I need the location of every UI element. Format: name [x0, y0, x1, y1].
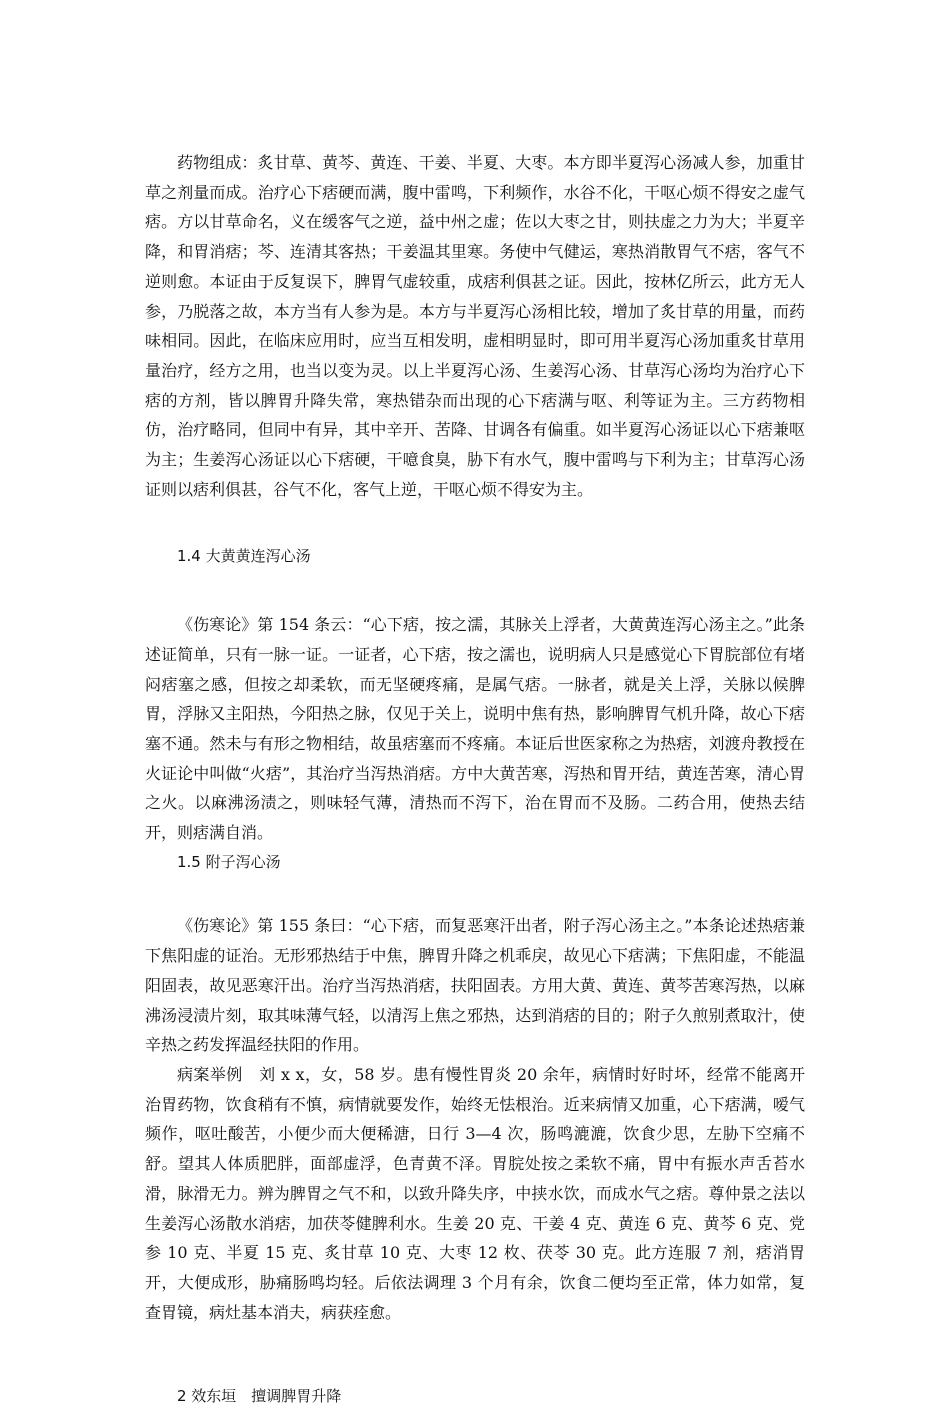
paragraph-spacer	[145, 504, 805, 542]
paragraph-fuzi-xiexin: 《伤寒论》第 155 条曰：“心下痞，而复恶寒汗出者，附子泻心汤主之。”本条论述热痞兼下焦阳虚的证治。无形邪热结于中焦，脾胃升降之机乖戾，故见心下痞满；下焦阳虚，不能温阳固表，故见恶寒汗出。治疗当泻热消痞，扶阳固表。方用大黄、黄连、黄芩苦寒泻热，以麻沸汤浸渍片刻，取其味薄气轻，以清泻上焦之邪热，达到消痞的目的；附子久煎别煮取汁，使辛热之药发挥温经扶阳的作用。	[145, 916, 805, 1055]
paragraph-spacer	[145, 877, 805, 911]
paragraph-spacer	[145, 572, 805, 610]
section-heading-2: 2 效东垣 擅调脾胃升降	[177, 1387, 342, 1406]
document-page	[145, 148, 805, 1412]
paragraph-spacer	[145, 1327, 805, 1382]
paragraph-gancao-xiexin-composition: 药物组成：炙甘草、黄芩、黄连、干姜、半夏、大枣。本方即半夏泻心汤减人参，加重甘草之剂量而成。治疗心下痞硬而满，腹中雷鸣，下利频作，水谷不化，干呕心烦不得安之虚气痞。方以甘草命名，义在缓客气之逆，益中州之虚；佐以大枣之甘，则扶虚之力为大；半夏辛降，和胃消痞；芩、连清其客热；干姜温其里寒。务使中气健运，寒热消散胃气不痞，客气不逆则愈。本证由于反复误下，脾胃气虚较重，成痞利俱甚之证。因此，按林亿所云，此方无人参，乃脱落之故，本方当有人参为是。本方与半夏泻心汤相比较，增加了炙甘草的用量，而药味相同。因此，在临床应用时，应当互相发明，虚相明显时，即可用半夏泻心汤加重炙甘草用量治疗，经方之用，也当以变为灵。以上半夏泻心汤、生姜泻心汤、甘草泻心汤均为治疗心下痞的方剂，皆以脾胃升降失常，寒热错杂而出现的心下痞满与呕、利等证为主。三方药物相仿，治疗略同，但同中有异，其中辛开、苦降、甘调各有偏重。如半夏泻心汤证以心下痞兼呕为主；生姜泻心汤证以心下痞硬，干噫食臭，胁下有水气，腹中雷鸣与下利为主；甘草泻心汤证则以痞利俱甚，谷气不化，客气上逆，干呕心烦不得安为主。	[145, 153, 805, 499]
section-heading-1-4: 1.4 大黄黄连泻心汤	[177, 547, 311, 566]
paragraph-case-example: 病案举例 刘 x x，女，58 岁。患有慢性胃炎 20 余年，病情时好时坏，经常不能离开治胃药物，饮食稍有不慎，病情就要发作，始终无怯根治。近来病情又加重，心下痞满，嗳气频作，呕吐酸苦，小便少而大便稀溏，日行 3—4 次，肠鸣漉漉，饮食少思，左胁下空痛不舒。望其人体质肥胖，面部虚浮，色青黄不泽。胃脘处按之柔软不痛，胃中有振水声舌苔水滑，脉滑无力。辨为脾胃之气不和，以致升降失序，中挟水饮，而成水气之痞。尊仲景之法以生姜泻心汤散水消痞，加茯苓健脾利水。生姜 20 克、干姜 4 克、黄连 6 克、黄芩 6 克、党参 10 克、半夏 15 克、炙甘草 10 克、大枣 12 枚、茯苓 30 克。此方连服 7 剂，痞消胃开，大便成形，胁痛肠鸣均轻。后依法调理 3 个月有余，饮食二便均至正常，体力如常，复查胃镜，病灶基本消夫，病获痊愈。	[145, 1064, 805, 1322]
paragraph-dahuang-huanglian: 《伤寒论》第 154 条云：“心下痞，按之濡，其脉关上浮者，大黄黄连泻心汤主之。”此条述证简单，只有一脉一证。一证者，心下痞，按之濡也，说明病人只是感觉心下胃脘部位有堵闷痞塞之感，但按之却柔软，而无坚硬疼痛，是属气痞。一脉者，就是关上浮，关脉以候脾胃，浮脉又主阳热，今阳热之脉，仅见于关上，说明中焦有热，影响脾胃气机升降，故心下痞塞不通。然未与有形之物相结，故虽痞塞而不疼痛。本证后世医家称之为热痞，刘渡舟教授在火证论中叫做“火痞”，其治疗当泻热消痞。方中大黄苦寒，泻热和胃开结，黄连苦寒，清心胃之火。以麻沸汤渍之，则味轻气薄，清热而不泻下，治在胃而不及肠。二药合用，使热去结开，则痞满自消。	[145, 615, 805, 843]
section-heading-1-5: 1.5 附子泻心汤	[177, 852, 281, 871]
